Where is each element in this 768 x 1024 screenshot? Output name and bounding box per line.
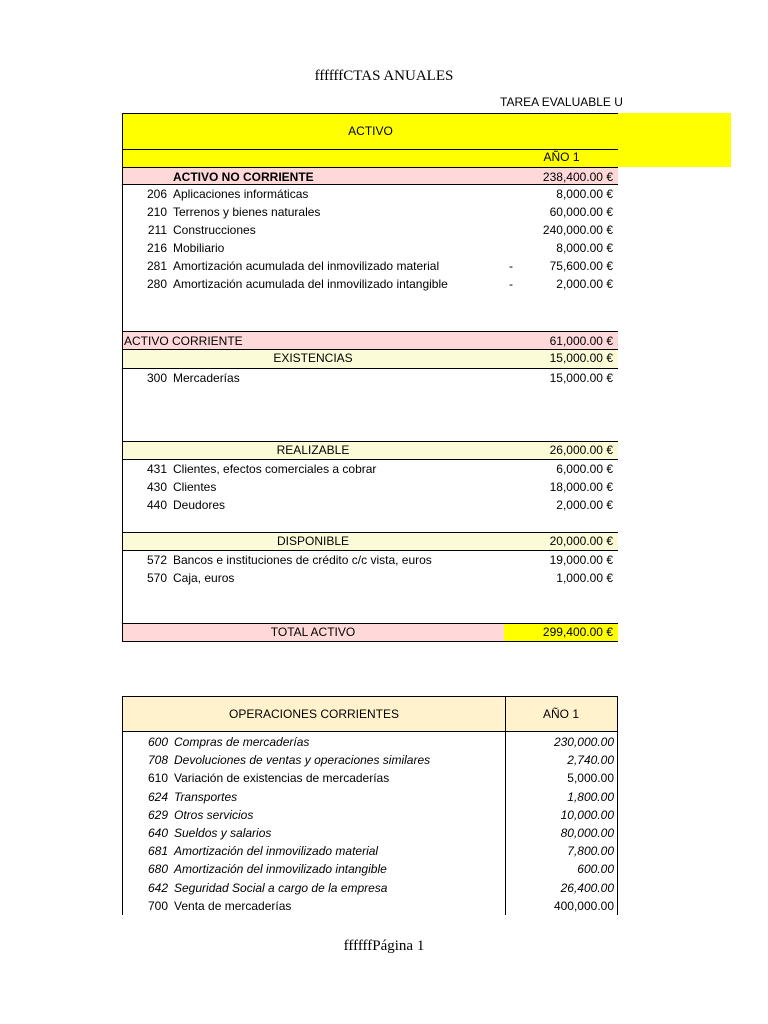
- page-footer: ffffffPágina 1: [343, 938, 425, 954]
- operations-table: [122, 696, 618, 915]
- operation-description: Otros servicios: [174, 807, 254, 822]
- operation-code: 681: [147, 844, 168, 859]
- operation-value: 600.00: [577, 862, 614, 877]
- operation-description: Variación de existencias de mercaderías: [174, 771, 390, 786]
- activo-label: ACTIVO: [122, 113, 618, 149]
- operation-code: 600: [147, 735, 168, 749]
- operation-description: Sueldos y salarios: [174, 825, 272, 840]
- operation-row: [123, 751, 617, 769]
- account-row: [122, 203, 618, 221]
- account-description: Amortización acumulada del inmovilizado material: [173, 259, 440, 273]
- operation-description: Venta de mercaderías: [174, 898, 292, 913]
- account-row: [122, 496, 618, 514]
- disponible-row: [122, 532, 618, 551]
- operation-description: Seguridad Social a cargo de la empresa: [174, 880, 388, 895]
- operation-row: [123, 879, 617, 897]
- operation-value: 5,000.00: [567, 771, 614, 786]
- operation-value: 230,000.00: [553, 735, 614, 749]
- operation-code: 700: [147, 898, 168, 913]
- operation-description: Transportes: [174, 789, 238, 804]
- operation-code: 708: [147, 753, 168, 768]
- operation-row: [123, 769, 617, 787]
- account-row: [122, 239, 618, 257]
- year-label: AÑO 1: [543, 150, 580, 164]
- account-value: 1,000.00 €: [556, 571, 613, 585]
- account-value: 8,000.00 €: [556, 241, 613, 255]
- account-description: Deudores: [173, 498, 226, 512]
- account-value: 2,000.00 €: [556, 498, 613, 512]
- account-code: 300: [146, 371, 167, 385]
- activo-no-corriente-row: [122, 167, 618, 185]
- disponible-label: DISPONIBLE: [276, 534, 350, 548]
- page-title: ffffffCTAS ANUALES: [314, 68, 454, 84]
- operation-row: [123, 806, 617, 824]
- account-description: Bancos e instituciones de crédito c/c vista, euros: [173, 553, 432, 567]
- total-activo-row: [122, 623, 618, 642]
- account-code: 210: [146, 205, 167, 219]
- account-row: [122, 275, 618, 293]
- account-description: Amortización acumulada del inmovilizado intangible: [173, 277, 448, 291]
- activo-corriente-label: ACTIVO CORRIENTE: [124, 334, 243, 348]
- operation-value: 80,000.00: [560, 825, 614, 840]
- realizable-row: [122, 441, 618, 460]
- total-activo-label: TOTAL ACTIVO: [270, 625, 356, 639]
- operation-code: 610: [147, 771, 168, 786]
- existencias-total: 15,000.00 €: [549, 351, 613, 365]
- operation-row: [123, 733, 617, 751]
- operation-code: 642: [147, 880, 168, 895]
- account-sign: -: [509, 259, 513, 273]
- account-value: 60,000.00 €: [549, 205, 613, 219]
- activo-corriente-row: [122, 331, 618, 350]
- account-value: 19,000.00 €: [549, 553, 613, 567]
- account-row: [122, 185, 618, 203]
- account-row: [122, 551, 618, 569]
- realizable-label: REALIZABLE: [276, 443, 350, 457]
- account-value: 75,600.00 €: [549, 259, 613, 273]
- account-value: 15,000.00 €: [549, 371, 613, 385]
- operations-list: [122, 732, 618, 915]
- account-sign: -: [509, 277, 513, 291]
- account-code: 440: [146, 498, 167, 512]
- operation-value: 400,000.00: [553, 898, 614, 913]
- total-activo-value: 299,400.00 €: [504, 624, 618, 641]
- operation-row: [123, 788, 617, 806]
- account-description: Clientes, efectos comerciales a cobrar: [173, 462, 377, 476]
- account-description: Mobiliario: [173, 241, 225, 255]
- account-row: [122, 369, 618, 387]
- disponible-list: [122, 551, 618, 587]
- account-row: [122, 460, 618, 478]
- operation-row: [123, 860, 617, 878]
- operation-value: 1,800.00: [567, 789, 614, 804]
- operation-value: 2,740.00: [567, 753, 614, 768]
- divider: [122, 149, 618, 150]
- operations-year: AÑO 1: [542, 707, 579, 721]
- account-code: 570: [146, 571, 167, 585]
- account-code: 206: [146, 187, 167, 201]
- account-code: 280: [146, 277, 167, 291]
- operation-code: 629: [147, 807, 168, 822]
- operation-description: Amortización del inmovilizado intangible: [174, 862, 387, 877]
- account-description: Aplicaciones informáticas: [173, 187, 309, 201]
- account-description: Clientes: [173, 480, 217, 494]
- operation-value: 10,000.00: [560, 807, 614, 822]
- operation-value: 7,800.00: [567, 844, 614, 859]
- account-value: 6,000.00 €: [556, 462, 613, 476]
- account-code: 431: [146, 462, 167, 476]
- divider: [122, 167, 123, 642]
- divider: [122, 113, 123, 167]
- operation-description: Compras de mercaderías: [174, 735, 310, 749]
- operation-code: 624: [147, 789, 168, 804]
- operation-code: 680: [147, 862, 168, 877]
- activo-no-corriente-label: ACTIVO NO CORRIENTE: [173, 170, 314, 184]
- account-row: [122, 569, 618, 587]
- account-description: Terrenos y bienes naturales: [173, 205, 321, 219]
- account-code: 572: [146, 553, 167, 567]
- account-value: 8,000.00 €: [556, 187, 613, 201]
- account-code: 211: [147, 223, 167, 237]
- account-value: 240,000.00 €: [542, 223, 613, 237]
- operations-title: OPERACIONES CORRIENTES: [123, 697, 506, 731]
- account-code: 281: [146, 259, 167, 273]
- operations-header: [122, 696, 618, 732]
- account-code: 430: [146, 480, 167, 494]
- operation-code: 640: [147, 825, 168, 840]
- operation-description: Devoluciones de ventas y operaciones similares: [174, 753, 431, 768]
- account-description: Mercaderías: [173, 371, 240, 385]
- account-value: 18,000.00 €: [549, 480, 613, 494]
- operation-description: Amortización del inmovilizado material: [174, 844, 379, 859]
- account-description: Construcciones: [173, 223, 256, 237]
- operation-row: [123, 842, 617, 860]
- existencias-row: [122, 350, 618, 369]
- account-row: [122, 478, 618, 496]
- page-subtitle: TAREA EVALUABLE U: [500, 95, 623, 109]
- operation-row: [123, 897, 617, 915]
- existencias-label: EXISTENCIAS: [273, 351, 353, 365]
- activo-corriente-total: 61,000.00 €: [549, 334, 613, 348]
- activo-no-corriente-total: 238,400.00 €: [542, 170, 613, 184]
- disponible-total: 20,000.00 €: [549, 534, 613, 548]
- activo-no-corriente-list: [122, 185, 618, 293]
- account-description: Caja, euros: [173, 571, 235, 585]
- operation-value: 26,400.00: [560, 880, 614, 895]
- account-row: [122, 221, 618, 239]
- account-row: [122, 257, 618, 275]
- realizable-list: [122, 460, 618, 514]
- operation-row: [123, 824, 617, 842]
- existencias-list: [122, 369, 618, 387]
- account-code: 216: [146, 241, 167, 255]
- realizable-total: 26,000.00 €: [549, 443, 613, 457]
- account-value: 2,000.00 €: [556, 277, 613, 291]
